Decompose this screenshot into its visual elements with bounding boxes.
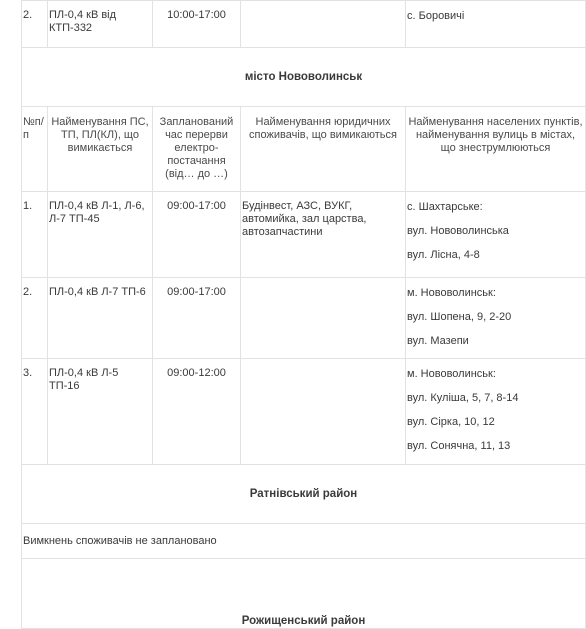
section-title-ratne: Ратнівський район — [22, 465, 586, 524]
outage-time-cell: 09:00-17:00 — [153, 192, 241, 278]
section-row — [22, 559, 586, 629]
no-outages-note: Вимкнень споживачів не заплановано — [22, 524, 586, 559]
table-row — [22, 192, 586, 278]
section-row — [22, 465, 586, 524]
settlements-cell — [406, 278, 586, 359]
settlement-line: вул. Нововолинська — [407, 225, 509, 237]
settlement-line: с. Боровичі — [407, 10, 465, 22]
consumers-cell — [241, 278, 406, 359]
consumers-cell — [241, 359, 406, 465]
header-time: Запланований час перерви електро-постачання (від… до …) — [153, 107, 241, 192]
header-settlements: Найменування населених пунктів, найменування вулиць в містах, що знеструмлюються — [406, 107, 586, 192]
outage-time-cell: 09:00-17:00 — [153, 278, 241, 359]
table-header-row — [22, 107, 586, 192]
settlement-line: вул. Мазепи — [407, 335, 469, 347]
settlement-line: вул. Сірка, 10, 12 — [407, 416, 495, 428]
table-row — [22, 359, 586, 465]
consumers-cell — [241, 1, 406, 48]
outage-time-cell: 09:00-12:00 — [153, 359, 241, 465]
settlement-line: м. Нововолинськ: — [407, 287, 496, 299]
settlement-line: вул. Лісна, 4-8 — [407, 249, 480, 261]
power-line-cell: ПЛ-0,4 кВ Л-5 ТП-16 — [48, 359, 153, 465]
settlement-line: вул. Куліша, 5, 7, 8-14 — [407, 392, 519, 404]
settlements-cell — [406, 359, 586, 465]
header-substation: Найменування ПС, ТП, ПЛ(КЛ), що вимикається — [48, 107, 153, 192]
row-number: 3. — [22, 359, 48, 465]
power-line-cell: ПЛ-0,4 кВ Л-1, Л-6, Л-7 ТП-45 — [48, 192, 153, 278]
section-title-rozhysche: Рожищенський район — [22, 559, 586, 629]
section-row — [22, 48, 586, 107]
settlement-line: м. Нововолинськ: — [407, 368, 496, 380]
settlement-line: вул. Сонячна, 11, 13 — [407, 440, 511, 452]
header-consumers: Найменування юридичних споживачів, що вимикаються — [241, 107, 406, 192]
table-row — [22, 278, 586, 359]
settlement-line: с. Шахтарське: — [407, 201, 483, 213]
power-line-cell: ПЛ-0,4 кВ Л-7 ТП-6 — [48, 278, 153, 359]
settlement-line: вул. Шопена, 9, 2-20 — [407, 311, 512, 323]
outage-time-cell: 10:00-17:00 — [153, 1, 241, 48]
row-number: 1. — [22, 192, 48, 278]
row-number: 2. — [22, 278, 48, 359]
consumers-cell: Будінвест, АЗС, ВУКГ, автомийка, зал царства, автозапчастини — [241, 192, 406, 278]
header-number: №п/п — [22, 107, 48, 192]
settlements-cell — [406, 1, 586, 48]
section-title-novovolynsk: місто Нововолинськ — [22, 48, 586, 107]
outage-schedule-table — [21, 0, 586, 629]
note-row — [22, 524, 586, 559]
table-row — [22, 1, 586, 48]
power-line-cell: ПЛ-0,4 кВ від КТП-332 — [48, 1, 153, 48]
row-number: 2. — [22, 1, 48, 48]
settlements-cell — [406, 192, 586, 278]
